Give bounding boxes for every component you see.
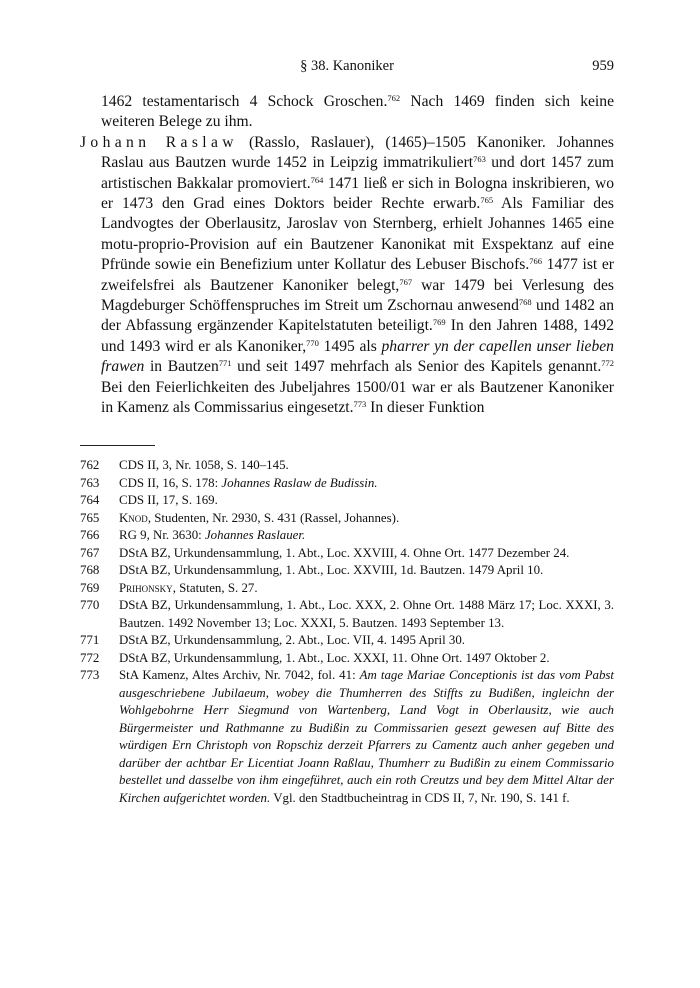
main-text <box>80 92 614 419</box>
footnote-763: 763 CDS II, 16, S. 178: Johannes Raslaw de Budissin. <box>80 475 378 490</box>
footnote-ref[interactable]: 767 <box>399 276 413 287</box>
footnote-770: 770 DStA BZ, Urkundensammlung, 1. Abt., Loc. XXX, 2. Ohne Ort. 1488 März 17; Loc. XXXI, 3. Bautzen. 1492 November 13; Loc. XXXI, 5. Bautzen. 1493 September 13. <box>80 598 614 630</box>
footnote-766: 766 RG 9, Nr. 3630: Johannes Raslauer. <box>80 528 306 542</box>
footnote-ref[interactable]: 771 <box>218 358 232 369</box>
running-header <box>80 58 614 80</box>
footnote-ref[interactable]: 762 <box>387 92 401 103</box>
canon-entry-raslaw: Johann Raslaw (Rasslo, Raslauer), (1465)–1505 Kanoniker. Johannes Raslau aus Bautzen wurde 1452 in Leipzig immatrikuliert$^{763}$ und dort 1457 zum artistischen Bakkalar promoviert.$^{764}$ 1471 ließ er sich in Bologna inskribieren, wo er 1473 den Grad eines Doktors beider Rechte erwarb.$^{765}$ Als Familiar des Landvogtes der Oberlausitz, Jaroslav von Sternberg, erhielt Johannes 1465 eine motu-proprio-Provision auf ein Bautzener Kanonikat mit Exspektanz auf eine Pfründe sowie ein Benefizium unter Kollatur des Lebuser Bischofs.$^{766}$ 1477 ist er zweifelsfrei als Bautzener Kanoniker belegt,$^{767}$ war 1479 bei Verlesung des Magdeburger Schöffenspruches im Streit um Zschornau anwesend$^{768}$ und 1482 an der Abfassung ergänzender Kapitelstatuten beteiligt.$^{769}$ In den Jahren 1488, 1492 und 1493 wird er als Kanoniker,$^{770}$ 1495 als pharrer yn der capellen unser lieben frawen in Bautzen$^{771}$ und seit 1497 mehrfach als Senior des Kapitels genannt.$^{772}$ Bei den Feierlichkeiten des Jubeljahres 1500/01 war er als Bautzener Kanoniker in Kamenz als Commissarius eingesetzt.$^{773}$ In dieser Funktion <box>80 133 614 417</box>
footnote-769: 769 Prihonsky, Statuten, S. 27. <box>80 580 258 595</box>
footnote-768: 768 DStA BZ, Urkundensammlung, 1. Abt., Loc. XXVIII, 1d. Bautzen. 1479 April 10. <box>80 563 544 577</box>
footnote-762: 762 CDS II, 3, Nr. 1058, S. 140–145. <box>80 458 289 472</box>
footnote-ref[interactable]: 770 <box>306 337 319 348</box>
footnote-separator <box>80 445 155 446</box>
footnote-764: 764 CDS II, 17, S. 169. <box>80 493 218 507</box>
footnote-772: 772 DStA BZ, Urkundensammlung, 1. Abt., Loc. XXXI, 11. Ohne Ort. 1497 Oktober 2. <box>80 650 550 665</box>
page-number: 959 <box>592 58 614 74</box>
footnote-ref[interactable]: 764 <box>310 174 324 185</box>
footnote-773: 773 StA Kamenz, Altes Archiv, Nr. 7042, fol. 41: Am tage Mariae Conceptionis ist das vom Pabst ausgeschriebene Jubilaeum, wobey die Thumherren des Stiffts zu Budißen, ingleichn der Wohlgebohrne Herr Siegmund von Wartenberg, Land Vogt in Oberlausitz, wie auch Bürgermeister und Rathmanne zu Budißin zu Commissarien gesezt gewesen auf Bitte des würdigen Ern Christoph von Ropschiz derzeit Pfarrers zu Camentz auch anher gegeben und darüber der achtbar Er Licentiat Joann Raßlau, Thumherr zu Budißin zu einem Commissario bestellet und dasselbe von ihm eingeführet, auch ein roth Creutzs und bey dem Mittel Altar der Kirchen aufgerichtet worden. Vgl. den Stadtbucheintrag in CDS II, 7, Nr. 190, S. 141 f. <box>80 668 614 805</box>
footnote-ref[interactable]: 765 <box>480 194 494 205</box>
footnote-ref[interactable]: 772 <box>601 358 614 369</box>
footnotes <box>80 457 614 807</box>
footnote-771: 771 DStA BZ, Urkundensammlung, 2. Abt., Loc. VII, 4. 1495 April 30. <box>80 633 466 647</box>
paragraph-continued: 1462 testamentarisch 4 Schock Groschen.$^{762}$ Nach 1469 finden sich keine weiteren Belege zu ihm. <box>101 92 614 131</box>
footnote-ref[interactable]: 763 <box>473 154 486 165</box>
footnote-ref[interactable]: 773 <box>353 399 367 409</box>
quotation: pharrer yn der capellen unser lieben frawen <box>101 337 614 376</box>
footnote-ref[interactable]: 766 <box>529 256 542 267</box>
section-title: § 38. Kanoniker <box>300 58 394 74</box>
footnote-ref[interactable]: 769 <box>432 317 446 328</box>
footnote-767: 767 DStA BZ, Urkundensammlung, 1. Abt., Loc. XXVIII, 4. Ohne Ort. 1477 Dezember 24. <box>80 545 570 560</box>
footnote-765: 765 Knod, Studenten, Nr. 2930, S. 431 (Rassel, Johannes). <box>80 510 400 525</box>
footnote-ref[interactable]: 768 <box>518 296 532 307</box>
entry-name: Johann Raslaw <box>80 133 238 151</box>
